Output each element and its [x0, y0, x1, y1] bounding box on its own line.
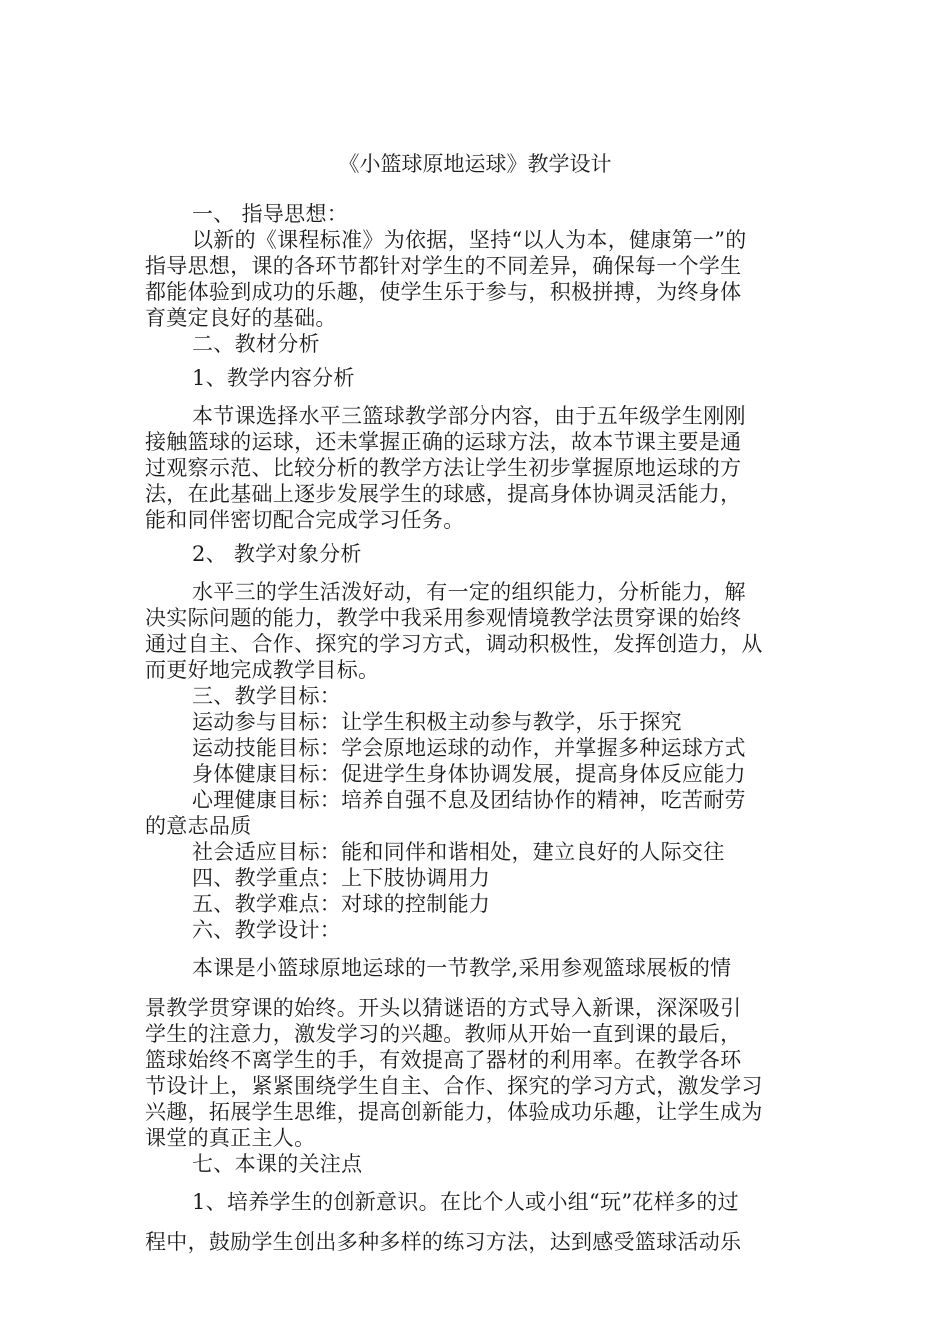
- paragraph-line: 都能体验到成功的乐趣，使学生乐于参与，积极拼搏，为终身体: [145, 280, 742, 304]
- heading-key-point: 四、教学重点：上下肢协调用力: [192, 866, 491, 890]
- subheading-content-analysis: 1、教学内容分析: [192, 366, 355, 390]
- heading-material-analysis: 二、教材分析: [192, 332, 320, 356]
- paragraph-line: 篮球始终不离学生的手，有效提高了器材的利用率。在教学各环: [145, 1048, 742, 1072]
- heading-focus-points: 七、本课的关注点: [192, 1152, 363, 1176]
- paragraph-line: 以新的《课程标准》为依据，坚持“以人为本，健康第一”的: [192, 228, 747, 252]
- goal-item: 身体健康目标：促进学生身体协调发展，提高身体反应能力: [192, 762, 746, 786]
- paragraph-line: 能和同伴密切配合完成学习任务。: [145, 508, 465, 532]
- document-title: 《小篮球原地运球》教学设计: [338, 152, 612, 176]
- goal-item: 运动参与目标：让学生积极主动参与教学，乐于探究: [192, 710, 682, 734]
- heading-difficult-point: 五、教学难点：对球的控制能力: [192, 892, 491, 916]
- paragraph-line: 学生的注意力，激发学习的兴趣。教师从开始一直到课的最后，: [145, 1022, 742, 1046]
- paragraph-line: 兴趣，拓展学生思维，提高创新能力，体验成功乐趣，让学生成为: [145, 1100, 763, 1124]
- paragraph-line: 指导思想，课的各环节都针对学生的不同差异，确保每一个学生: [145, 254, 742, 278]
- paragraph-line: 节设计上，紧紧围绕学生自主、合作、探究的学习方式，激发学习: [145, 1074, 763, 1098]
- paragraph-line: 1、培养学生的创新意识。在比个人或小组“玩”花样多的过: [192, 1190, 739, 1214]
- paragraph-line: 而更好地完成教学目标。: [145, 658, 380, 682]
- paragraph-line: 课堂的真正主人。: [145, 1126, 316, 1150]
- heading-guiding-thought: 一、 指导思想：: [192, 202, 349, 226]
- paragraph-line: 通过自主、合作、探究的学习方式，调动积极性，发挥创造力，从: [145, 632, 763, 656]
- paragraph-line: 过观察示范、比较分析的教学方法让学生初步掌握原地运球的方: [145, 456, 742, 480]
- heading-teaching-goals: 三、教学目标：: [192, 684, 342, 708]
- paragraph-line: 本课是小篮球原地运球的一节教学,采用参观篮球展板的情: [192, 956, 732, 980]
- paragraph-line: 法，在此基础上逐步发展学生的球感，提高身体协调灵活能力，: [145, 482, 742, 506]
- paragraph-line: 接触篮球的运球，还未掌握正确的运球方法，故本节课主要是通: [145, 430, 742, 454]
- goal-item: 运动技能目标：学会原地运球的动作，并掌握多种运球方式: [192, 736, 746, 760]
- paragraph-line: 育奠定良好的基础。: [145, 306, 337, 330]
- goal-item-continued: 的意志品质: [145, 814, 252, 838]
- paragraph-line: 水平三的学生活泼好动，有一定的组织能力，分析能力，解: [192, 580, 746, 604]
- heading-teaching-design: 六、教学设计：: [192, 918, 342, 942]
- paragraph-line: 程中，鼓励学生创出多种多样的练习方法，达到感受篮球活动乐: [145, 1230, 742, 1254]
- paragraph-line: 决实际问题的能力，教学中我采用参观情境教学法贯穿课的始终: [145, 606, 742, 630]
- paragraph-line: 本节课选择水平三篮球教学部分内容，由于五年级学生刚刚: [192, 404, 746, 428]
- goal-item: 心理健康目标：培养自强不息及团结协作的精神，吃苦耐劳: [192, 788, 746, 812]
- paragraph-line: 景教学贯穿课的始终。开头以猜谜语的方式导入新课，深深吸引: [145, 996, 742, 1020]
- subheading-student-analysis: 2、 教学对象分析: [192, 542, 362, 566]
- goal-item: 社会适应目标：能和同伴和谐相处，建立良好的人际交往: [192, 840, 725, 864]
